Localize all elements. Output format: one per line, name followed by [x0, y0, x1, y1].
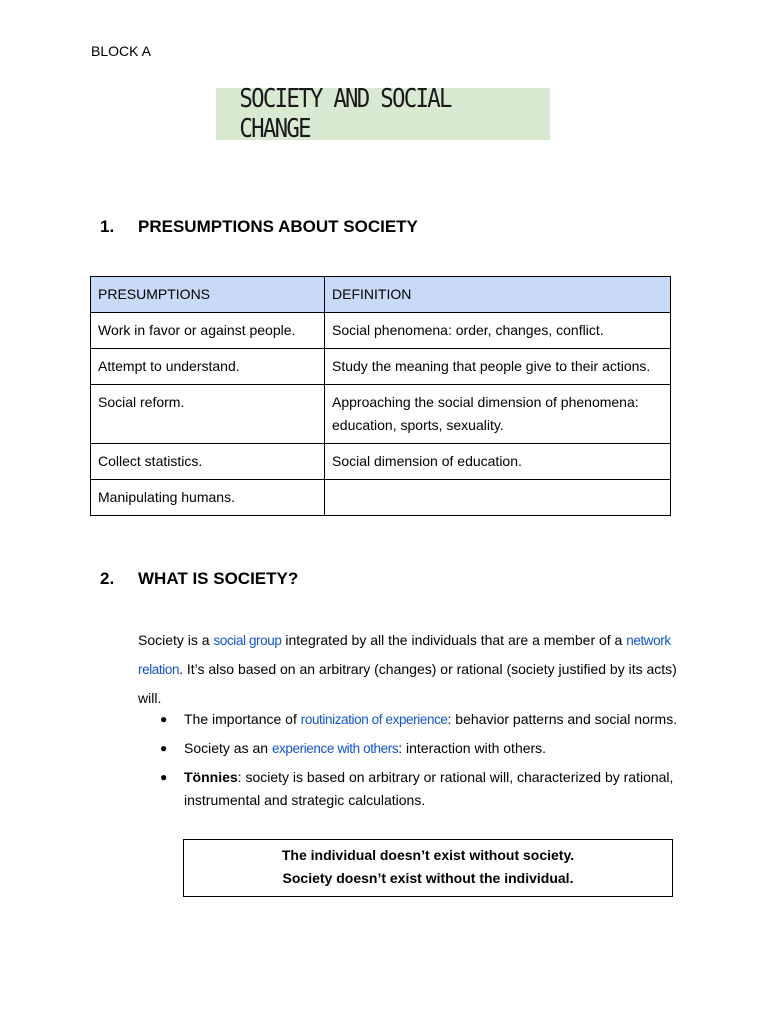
- table-cell: [325, 480, 671, 516]
- section-1-title: PRESUMPTIONS ABOUT SOCIETY: [138, 217, 418, 236]
- table-cell: Approaching the social dimension of phenomena: education, sports, sexuality.: [325, 385, 671, 444]
- paragraph-text: Society is a: [138, 632, 214, 648]
- society-definition-paragraph: [138, 626, 678, 712]
- block-label: BLOCK A: [91, 43, 151, 59]
- table-cell: Social phenomena: order, changes, conflict.: [325, 313, 671, 349]
- table-row: [91, 349, 671, 385]
- bullet-text: Society as an: [184, 740, 272, 756]
- paragraph-text: . It’s also based on an arbitrary (changes) or rational (society justified by its acts) will.: [138, 661, 677, 706]
- table-row: [91, 480, 671, 516]
- bullet-text: : interaction with others.: [398, 740, 547, 756]
- presumptions-table: [90, 276, 671, 516]
- table-cell: Collect statistics.: [91, 444, 325, 480]
- routinization-link[interactable]: routinization of experience: [300, 712, 448, 727]
- paragraph-text: integrated by all the individuals that are a member of a: [281, 632, 627, 648]
- table-cell: Work in favor or against people.: [91, 313, 325, 349]
- section-2-title: WHAT IS SOCIETY?: [138, 569, 299, 588]
- bullet-text: : society is based on arbitrary or rational will, characterized by rational, instrumental and strategic calculations.: [184, 769, 674, 808]
- quote-line: Society doesn’t exist without the individual.: [282, 870, 574, 886]
- table-cell: Manipulating humans.: [91, 480, 325, 516]
- list-item: [138, 708, 678, 731]
- network-relation-link[interactable]: network relation: [138, 633, 671, 677]
- bullet-text: : behavior patterns and social norms.: [447, 711, 678, 727]
- table-cell: Attempt to understand.: [91, 349, 325, 385]
- document-title: SOCIETY AND SOCIAL CHANGE: [239, 84, 451, 144]
- experience-with-others-link[interactable]: experience with others: [271, 741, 399, 756]
- document-title-box: [216, 84, 550, 144]
- bullet-icon: ●: [160, 712, 168, 726]
- list-item: [138, 737, 678, 760]
- quote-box: [183, 839, 673, 897]
- table-row: [91, 444, 671, 480]
- quote-line: The individual doesn’t exist without society.: [281, 847, 575, 863]
- bullet-bold-term: Tönnies: [184, 769, 238, 785]
- section-2-heading: [100, 569, 298, 589]
- table-cell: Social dimension of education.: [325, 444, 671, 480]
- table-header-row: [91, 277, 671, 313]
- list-item: [138, 766, 678, 812]
- bullet-icon: ●: [160, 741, 168, 755]
- section-1-number: 1.: [100, 217, 115, 236]
- table-row: [91, 385, 671, 444]
- table-row: [91, 313, 671, 349]
- social-group-link[interactable]: social group: [213, 633, 282, 648]
- section-2-number: 2.: [100, 569, 115, 588]
- table-cell: Social reform.: [91, 385, 325, 444]
- section-1-heading: [100, 217, 418, 237]
- bullet-text: The importance of: [184, 711, 301, 727]
- table-cell: Study the meaning that people give to their actions.: [325, 349, 671, 385]
- table-header-cell: PRESUMPTIONS: [91, 277, 325, 313]
- society-bullet-list: [138, 708, 678, 818]
- bullet-icon: ●: [160, 770, 168, 784]
- table-header-cell: DEFINITION: [325, 277, 671, 313]
